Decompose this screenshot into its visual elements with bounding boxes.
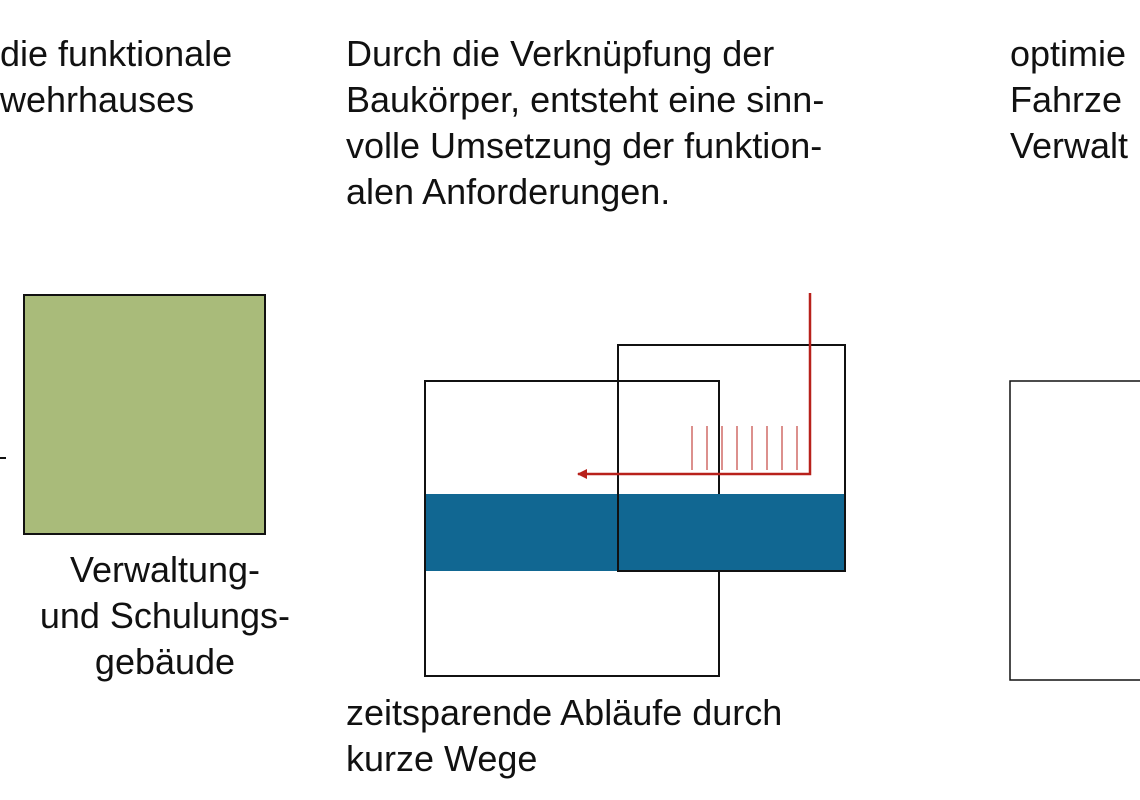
- right-description-line: Verwalt: [1010, 125, 1129, 166]
- left-description: [0, 31, 232, 123]
- connecting-band: [426, 494, 846, 571]
- middle-caption-line: kurze Wege: [346, 738, 538, 779]
- middle-description-line: Durch die Verknüpfung der: [346, 33, 775, 74]
- left-caption-line: gebäude: [94, 641, 236, 682]
- middle-description-line: Baukörper, entsteht eine sinn-: [346, 79, 825, 120]
- middle-description: [346, 31, 824, 215]
- left-caption-line: Verwaltung-: [69, 549, 261, 590]
- right-description-line: optimie: [1010, 33, 1127, 74]
- admin-training-building-block: [24, 295, 265, 534]
- left-caption-line: und Schulungs-: [39, 595, 290, 636]
- middle-description-line: volle Umsetzung der funktion-: [346, 125, 823, 166]
- right-description: [1010, 31, 1128, 169]
- right-building-block: [1010, 381, 1140, 680]
- middle-caption-line: zeitsparende Abläufe durch: [346, 692, 783, 733]
- left-caption: [0, 547, 290, 685]
- right-description-line: Fahrze: [1010, 79, 1123, 120]
- middle-description-line: alen Anforderungen.: [346, 171, 671, 212]
- left-description-line: die funktionale: [0, 33, 233, 74]
- middle-caption: [346, 690, 782, 782]
- left-description-line: wehrhauses: [0, 79, 195, 120]
